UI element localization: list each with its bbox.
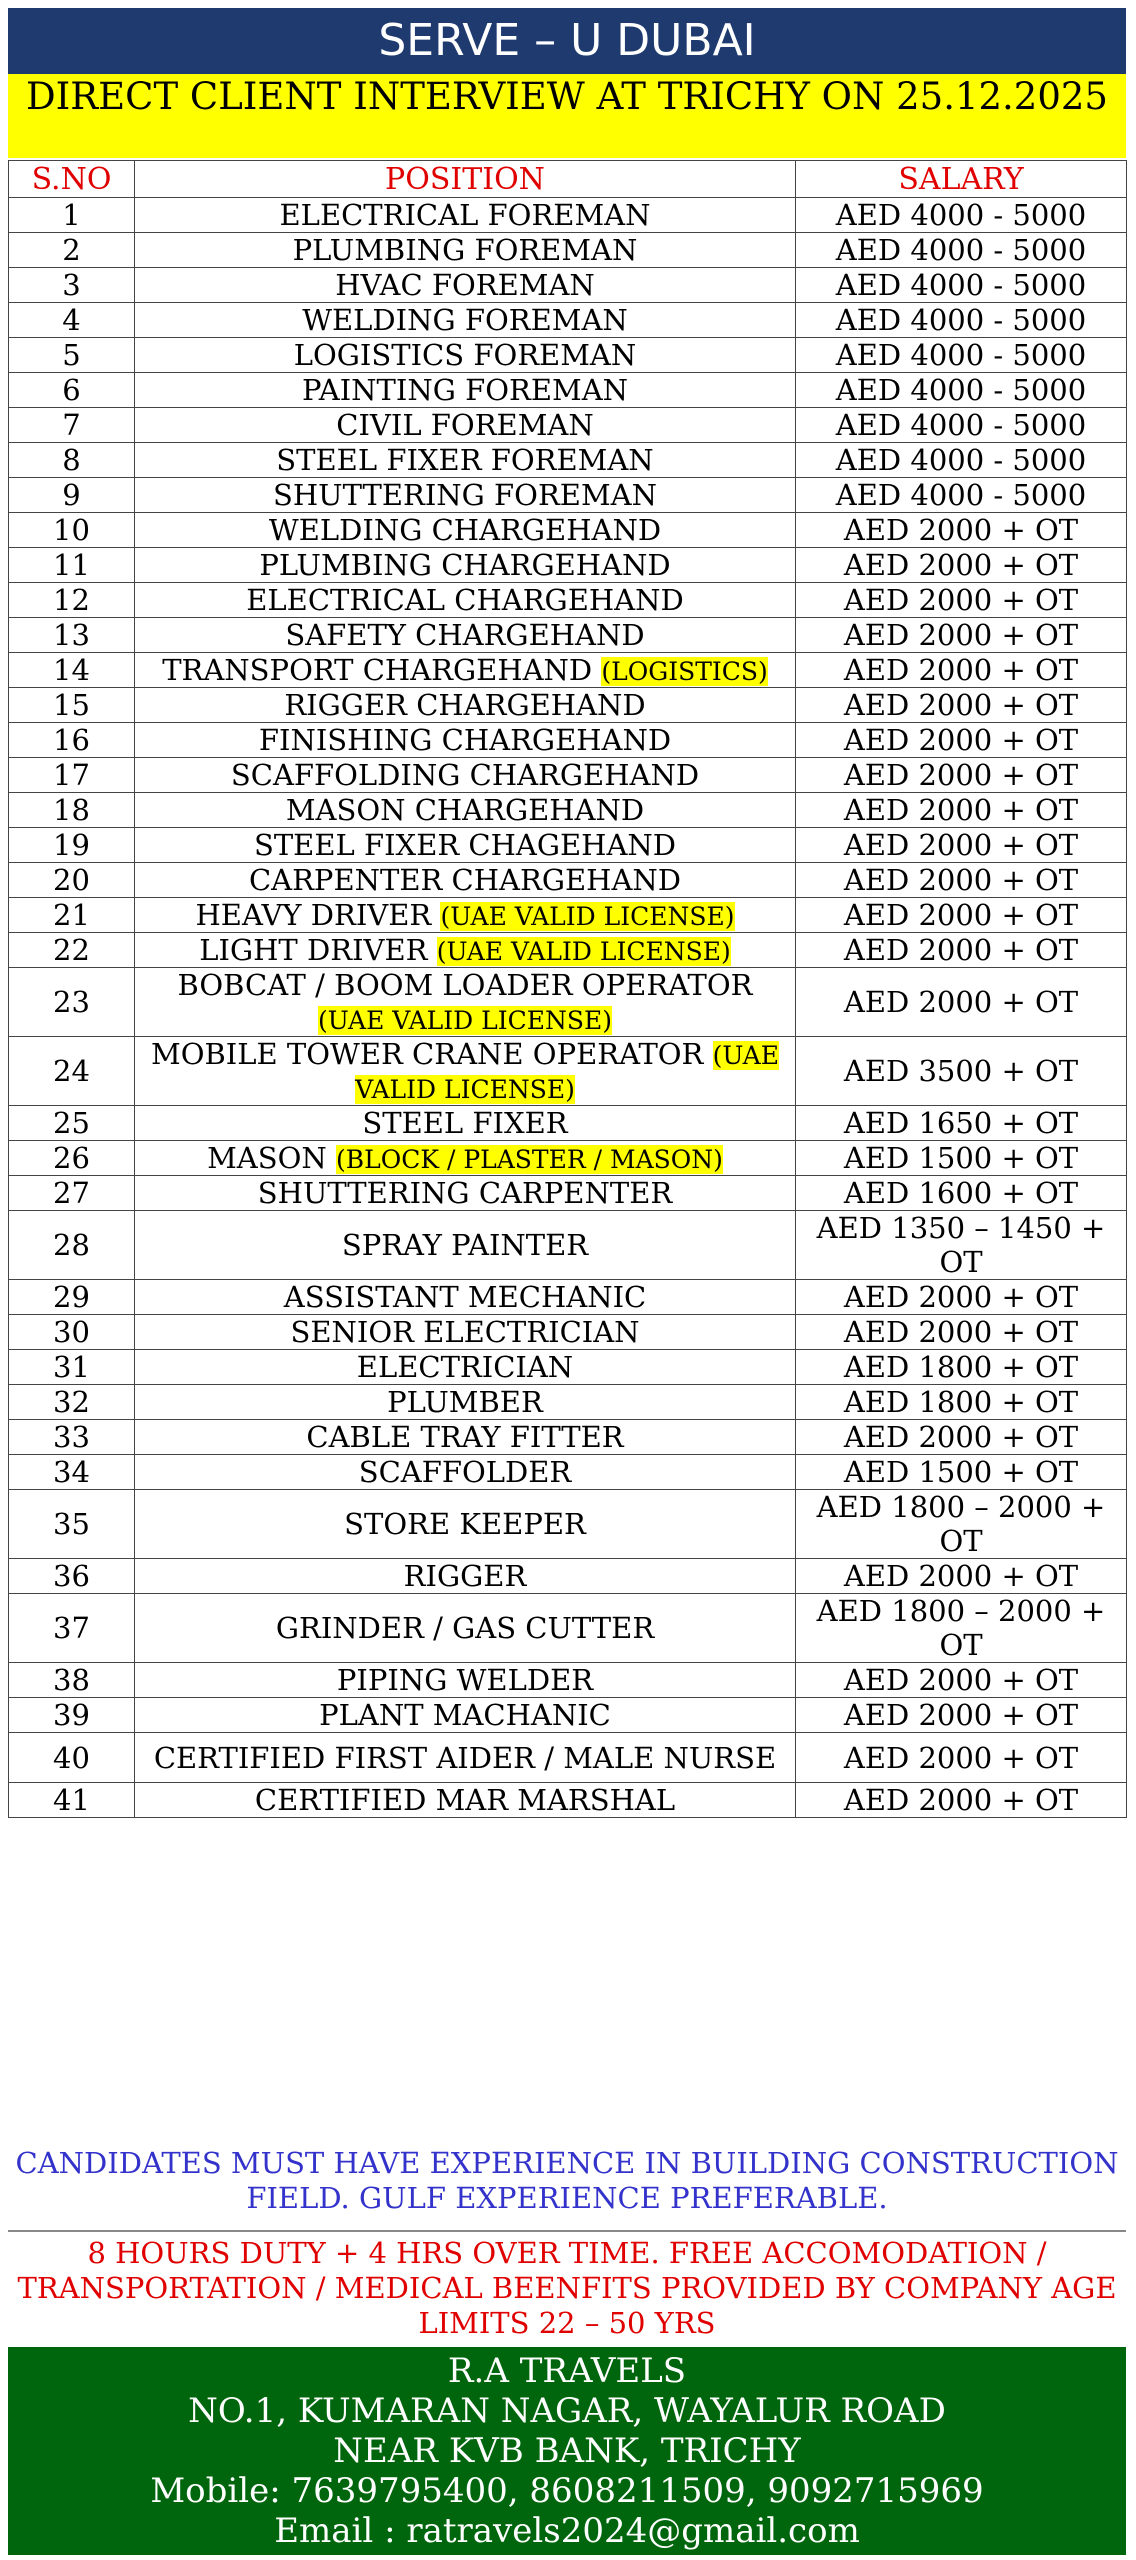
table-row [9, 1698, 1127, 1733]
table-row [9, 1420, 1127, 1455]
position-cell [135, 1176, 796, 1211]
position-note: (UAE VALID LICENSE) [436, 937, 731, 966]
position-name: PLANT MACHANIC [319, 1698, 611, 1732]
row-number: 31 [9, 1350, 135, 1385]
row-number: 37 [9, 1594, 135, 1663]
position-name: PLUMBER [387, 1385, 543, 1419]
salary-cell: AED 4000 - 5000 [796, 268, 1127, 303]
table-row [9, 408, 1127, 443]
column-header-position: POSITION [135, 161, 796, 198]
salary-cell: AED 1650 + OT [796, 1106, 1127, 1141]
table-row [9, 898, 1127, 933]
salary-cell: AED 2000 + OT [796, 618, 1127, 653]
table-row [9, 1455, 1127, 1490]
salary-cell: AED 1500 + OT [796, 1455, 1127, 1490]
table-row [9, 1176, 1127, 1211]
salary-cell: AED 3500 + OT [796, 1037, 1127, 1106]
poster-title: SERVE – U DUBAI [8, 8, 1126, 74]
agency-email: Email : ratravels2024@gmail.com [274, 2511, 860, 2551]
agency-mobile: Mobile: 7639795400, 8608211509, 9092715969 [150, 2471, 984, 2511]
salary-cell: AED 4000 - 5000 [796, 478, 1127, 513]
position-name: STEEL FIXER [362, 1106, 568, 1140]
position-name: BOBCAT / BOOM LOADER OPERATOR [177, 968, 753, 1002]
position-name: SHUTTERING CARPENTER [257, 1176, 673, 1210]
agency-footer [8, 2347, 1126, 2555]
table-row [9, 1559, 1127, 1594]
position-cell [135, 1037, 796, 1106]
position-name: SAFETY CHARGEHAND [285, 618, 645, 652]
position-name: FINISHING CHARGEHAND [258, 723, 672, 757]
table-row [9, 1733, 1127, 1783]
position-name: PLUMBING CHARGEHAND [259, 548, 671, 582]
table-row [9, 268, 1127, 303]
position-name: WELDING CHARGEHAND [268, 513, 662, 547]
row-number: 33 [9, 1420, 135, 1455]
table-row [9, 1594, 1127, 1663]
position-name: SPRAY PAINTER [341, 1228, 589, 1262]
table-row [9, 513, 1127, 548]
row-number: 18 [9, 793, 135, 828]
salary-cell: AED 2000 + OT [796, 653, 1127, 688]
row-number: 40 [9, 1733, 135, 1783]
salary-cell: AED 2000 + OT [796, 583, 1127, 618]
position-cell [135, 1385, 796, 1420]
salary-cell: AED 2000 + OT [796, 933, 1127, 968]
salary-cell: AED 2000 + OT [796, 1663, 1127, 1698]
column-header-salary: SALARY [796, 161, 1127, 198]
table-row [9, 723, 1127, 758]
row-number: 35 [9, 1490, 135, 1559]
position-name: PLUMBING FOREMAN [292, 233, 638, 267]
positions-table [8, 160, 1127, 1818]
position-name: CERTIFIED MAR MARSHAL [254, 1783, 676, 1817]
position-cell [135, 618, 796, 653]
position-name: PIPING WELDER [336, 1663, 594, 1697]
position-cell [135, 478, 796, 513]
table-row [9, 1783, 1127, 1818]
row-number: 4 [9, 303, 135, 338]
position-cell [135, 968, 796, 1037]
table-row [9, 303, 1127, 338]
row-number: 23 [9, 968, 135, 1037]
position-note: (LOGISTICS) [601, 657, 768, 686]
position-cell [135, 1594, 796, 1663]
row-number: 19 [9, 828, 135, 863]
table-row [9, 233, 1127, 268]
salary-cell: AED 1800 – 2000 + OT [796, 1490, 1127, 1559]
salary-cell: AED 2000 + OT [796, 513, 1127, 548]
position-name: CABLE TRAY FITTER [306, 1420, 624, 1454]
row-number: 26 [9, 1141, 135, 1176]
salary-cell: AED 2000 + OT [796, 758, 1127, 793]
table-row [9, 548, 1127, 583]
table-header-row [9, 161, 1127, 198]
table-row [9, 583, 1127, 618]
row-number: 29 [9, 1280, 135, 1315]
table-row [9, 688, 1127, 723]
position-cell [135, 338, 796, 373]
table-row [9, 1211, 1127, 1280]
salary-cell: AED 2000 + OT [796, 688, 1127, 723]
position-note: (UAE VALID LICENSE) [440, 902, 735, 931]
position-name: TRANSPORT CHARGEHAND [162, 653, 593, 687]
salary-cell: AED 1800 + OT [796, 1350, 1127, 1385]
position-name: STORE KEEPER [344, 1507, 586, 1541]
position-cell [135, 303, 796, 338]
salary-cell: AED 1350 – 1450 + OT [796, 1211, 1127, 1280]
row-number: 34 [9, 1455, 135, 1490]
table-row [9, 863, 1127, 898]
salary-cell: AED 4000 - 5000 [796, 338, 1127, 373]
table-row [9, 443, 1127, 478]
position-name: SENIOR ELECTRICIAN [290, 1315, 640, 1349]
position-name: CIVIL FOREMAN [336, 408, 594, 442]
position-name: CARPENTER CHARGEHAND [248, 863, 682, 897]
position-cell [135, 723, 796, 758]
row-number: 21 [9, 898, 135, 933]
table-row [9, 1663, 1127, 1698]
table-row [9, 618, 1127, 653]
table-row [9, 1350, 1127, 1385]
position-note: (BLOCK / PLASTER / MASON) [335, 1145, 723, 1174]
position-cell [135, 1783, 796, 1818]
row-number: 6 [9, 373, 135, 408]
position-name: ELECTRICAL FOREMAN [279, 198, 651, 232]
salary-cell: AED 4000 - 5000 [796, 443, 1127, 478]
table-row [9, 478, 1127, 513]
table-row [9, 373, 1127, 408]
position-name: MASON [207, 1141, 327, 1175]
position-note: (UAE VALID LICENSE) [317, 1006, 613, 1035]
row-number: 36 [9, 1559, 135, 1594]
position-name: SCAFFOLDING CHARGEHAND [230, 758, 700, 792]
position-name: GRINDER / GAS CUTTER [275, 1611, 655, 1645]
table-row [9, 338, 1127, 373]
row-number: 15 [9, 688, 135, 723]
row-number: 11 [9, 548, 135, 583]
position-cell [135, 1420, 796, 1455]
position-cell [135, 1455, 796, 1490]
table-row [9, 793, 1127, 828]
position-name: CERTIFIED FIRST AIDER / MALE NURSE [153, 1740, 777, 1775]
row-number: 17 [9, 758, 135, 793]
salary-cell: AED 2000 + OT [796, 1315, 1127, 1350]
salary-cell: AED 4000 - 5000 [796, 233, 1127, 268]
position-name: ELECTRICIAN [356, 1350, 574, 1384]
row-number: 1 [9, 198, 135, 233]
position-name: WELDING FOREMAN [302, 303, 628, 337]
row-number: 14 [9, 653, 135, 688]
salary-cell: AED 2000 + OT [796, 1733, 1127, 1783]
position-name: STEEL FIXER FOREMAN [276, 443, 654, 477]
position-cell [135, 1559, 796, 1594]
row-number: 27 [9, 1176, 135, 1211]
salary-cell: AED 2000 + OT [796, 1783, 1127, 1818]
table-row [9, 758, 1127, 793]
table-row [9, 1141, 1127, 1176]
position-name: LOGISTICS FOREMAN [293, 338, 637, 372]
salary-cell: AED 2000 + OT [796, 898, 1127, 933]
row-number: 10 [9, 513, 135, 548]
position-cell [135, 863, 796, 898]
table-body [9, 198, 1127, 1818]
position-name: HVAC FOREMAN [335, 268, 595, 302]
position-cell [135, 653, 796, 688]
row-number: 3 [9, 268, 135, 303]
table-row [9, 1490, 1127, 1559]
salary-cell: AED 4000 - 5000 [796, 303, 1127, 338]
position-name: MOBILE TOWER CRANE OPERATOR [151, 1037, 704, 1071]
salary-cell: AED 2000 + OT [796, 968, 1127, 1037]
row-number: 28 [9, 1211, 135, 1280]
row-number: 24 [9, 1037, 135, 1106]
row-number: 13 [9, 618, 135, 653]
position-cell [135, 513, 796, 548]
position-name: SHUTTERING FOREMAN [273, 478, 657, 512]
row-number: 25 [9, 1106, 135, 1141]
position-cell [135, 1211, 796, 1280]
salary-cell: AED 2000 + OT [796, 863, 1127, 898]
position-cell [135, 1350, 796, 1385]
position-cell [135, 268, 796, 303]
salary-cell: AED 4000 - 5000 [796, 408, 1127, 443]
position-cell [135, 898, 796, 933]
position-cell [135, 373, 796, 408]
position-name: ASSISTANT MECHANIC [283, 1280, 647, 1314]
position-note: (UAE VALID LICENSE) [355, 1041, 779, 1104]
position-name: SCAFFOLDER [358, 1455, 572, 1489]
table-row [9, 198, 1127, 233]
row-number: 38 [9, 1663, 135, 1698]
row-number: 32 [9, 1385, 135, 1420]
table-row [9, 1037, 1127, 1106]
experience-note: CANDIDATES MUST HAVE EXPERIENCE IN BUILDING CONSTRUCTION FIELD. GULF EXPERIENCE PREFERABLE. [15, 2146, 1119, 2215]
position-cell [135, 408, 796, 443]
row-number: 39 [9, 1698, 135, 1733]
position-name: ELECTRICAL CHARGEHAND [246, 583, 684, 617]
position-cell [135, 583, 796, 618]
row-number: 30 [9, 1315, 135, 1350]
column-header-sno: S.NO [9, 161, 135, 198]
position-cell [135, 233, 796, 268]
position-name: LIGHT DRIVER [199, 933, 428, 967]
salary-cell: AED 4000 - 5000 [796, 373, 1127, 408]
row-number: 2 [9, 233, 135, 268]
salary-cell: AED 1500 + OT [796, 1141, 1127, 1176]
position-cell [135, 933, 796, 968]
position-cell [135, 1106, 796, 1141]
salary-cell: AED 2000 + OT [796, 793, 1127, 828]
salary-cell: AED 2000 + OT [796, 1420, 1127, 1455]
row-number: 41 [9, 1783, 135, 1818]
row-number: 12 [9, 583, 135, 618]
position-cell [135, 1280, 796, 1315]
row-number: 22 [9, 933, 135, 968]
row-number: 5 [9, 338, 135, 373]
position-cell [135, 1698, 796, 1733]
agency-name: R.A TRAVELS [447, 2351, 687, 2391]
row-number: 8 [9, 443, 135, 478]
position-cell [135, 688, 796, 723]
position-cell [135, 1490, 796, 1559]
table-row [9, 933, 1127, 968]
position-name: STEEL FIXER CHAGEHAND [253, 828, 677, 862]
agency-address-line2: NEAR KVB BANK, TRICHY [333, 2431, 801, 2471]
position-cell [135, 443, 796, 478]
salary-cell: AED 1800 + OT [796, 1385, 1127, 1420]
table-row [9, 1280, 1127, 1315]
table-row [9, 968, 1127, 1037]
salary-cell: AED 2000 + OT [796, 1280, 1127, 1315]
row-number: 20 [9, 863, 135, 898]
salary-cell: AED 1600 + OT [796, 1176, 1127, 1211]
salary-cell: AED 2000 + OT [796, 723, 1127, 758]
position-name: MASON CHARGEHAND [285, 793, 645, 827]
salary-cell: AED 1800 – 2000 + OT [796, 1594, 1127, 1663]
table-row [9, 828, 1127, 863]
table-row [9, 653, 1127, 688]
salary-cell: AED 2000 + OT [796, 1559, 1127, 1594]
agency-address-line1: NO.1, KUMARAN NAGAR, WAYALUR ROAD [188, 2391, 946, 2431]
salary-cell: AED 2000 + OT [796, 548, 1127, 583]
position-cell [135, 1733, 796, 1783]
row-number: 16 [9, 723, 135, 758]
row-number: 9 [9, 478, 135, 513]
salary-cell: AED 2000 + OT [796, 1698, 1127, 1733]
salary-cell: AED 2000 + OT [796, 828, 1127, 863]
row-number: 7 [9, 408, 135, 443]
table-row [9, 1106, 1127, 1141]
position-name: RIGGER [403, 1559, 527, 1593]
table-row [9, 1385, 1127, 1420]
position-cell [135, 828, 796, 863]
position-cell [135, 1141, 796, 1176]
position-cell [135, 1663, 796, 1698]
benefits-note: 8 HOURS DUTY + 4 HRS OVER TIME. FREE ACCOMODATION / TRANSPORTATION / MEDICAL BEENFITS PROVIDED BY COMPANY AGE LIMITS 22 – 50 YRS [8, 2230, 1126, 2341]
position-name: HEAVY DRIVER [195, 898, 432, 932]
position-cell [135, 1315, 796, 1350]
table-row [9, 1315, 1127, 1350]
salary-cell: AED 4000 - 5000 [796, 198, 1127, 233]
position-cell [135, 198, 796, 233]
position-cell [135, 793, 796, 828]
position-name: PAINTING FOREMAN [301, 373, 629, 407]
position-name: RIGGER CHARGEHAND [284, 688, 646, 722]
interview-subtitle: DIRECT CLIENT INTERVIEW AT TRICHY ON 25.12.2025 [8, 74, 1126, 158]
position-cell [135, 758, 796, 793]
position-cell [135, 548, 796, 583]
